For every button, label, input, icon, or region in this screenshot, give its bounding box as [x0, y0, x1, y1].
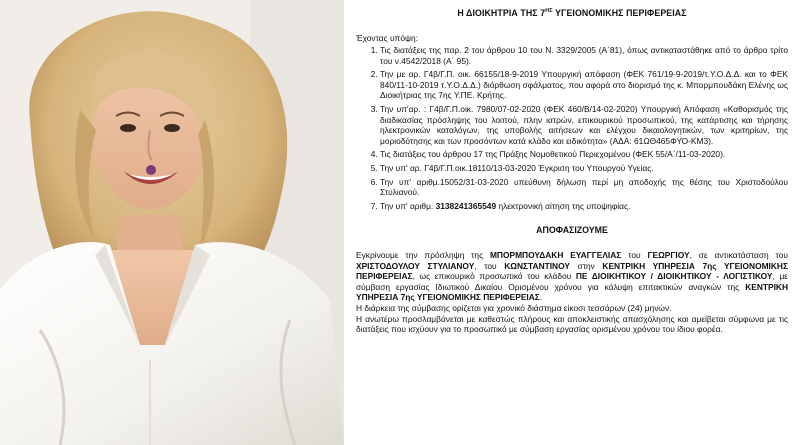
document-title [356, 6, 788, 19]
consideration-item: 3. Την υπ'αρ. : Γ4β/Γ.Π.οικ. 7980/07-02-2020 (ΦΕΚ 460/Β/14-02-2020) Υπουργική Απόφαση «Καθορισμός της διαδικασίας πρόσληψης του λοιπού, πλην ιατρών, επικουρικού προσωπικού, της κατάρτισης και τήρησης ηλεκτρονικών καταλόγων, της υποβολής αιτήσεων και ελέγχου δικαιολογητικών, των κριτηρίων, της μοριοδότησης και των προσόντων κατά κλάδο και ειδικότητα» (ΑΔΑ: 61ΩΘ465ΦΥΟ-ΚΜ3). [380, 104, 788, 146]
title-text: Η ΔΙΟΙΚΗΤΡΙΑ ΤΗΣ 7 [457, 7, 546, 18]
duration-paragraph: Η διάρκεια της σύμβασης ορίζεται για χρονικό διάστημα είκοσι τεσσάρων (24) μηνών. [356, 302, 672, 313]
title-text-end: ΥΓΕΙΟΝΟΜΙΚΗΣ ΠΕΡΙΦΕΡΕΙΑΣ [552, 7, 687, 18]
decision-document [344, 0, 800, 445]
item7-text-end: ηλεκτρονική αίτηση της υποψηφίας. [496, 200, 631, 211]
decision-text: , σε αντικατάσταση του [689, 250, 788, 261]
intro-text: Έχοντας υπόψη: [356, 32, 418, 43]
replaced-father-name: ΚΩΝΣΤΑΝΤΙΝΟΥ [504, 260, 570, 271]
father-name: ΓΕΩΡΓΙΟΥ [647, 250, 690, 261]
consideration-item: 2. Την με αρ. Γ4β/Γ.Π. οικ. 66155/18-9-2019 Υπουργική απόφαση (ΦΕΚ 761/19-9-2019/τ.Υ.Ο.Δ.Δ. και το ΦΕΚ 840/11-10-2019 τ.Υ.Ο.Δ.Δ.) διόρθωση σφάλματος, που αφορά στο διορισμό της κ. Μπορμπουδάκη Ελένης ως Διοικήτριας της 7ης Υ.ΠΕ. Κρήτης. [380, 69, 788, 101]
decision-text: , με σύμβαση εργασίας Ιδιωτικού Δικαίου Ορισμένου χρόνου για κάλυψη επιτακτικών αναγκών της [356, 271, 789, 292]
employee-name: ΜΠΟΡΜΠΟΥΔΑΚΗ ΕΥΑΓΓΕΛΙΑΣ [489, 250, 622, 261]
portrait-illustration [0, 0, 344, 445]
consideration-item: 1. Τις διατάξεις της παρ. 2 του άρθρου 10 του Ν. 3329/2005 (Α΄81), όπως αντικαταστάθηκε από το άρθρο τρίτο του ν.4542/2018 (Α΄ 95). [380, 45, 788, 66]
decision-text: . [539, 292, 543, 303]
decision-paragraph [356, 250, 788, 303]
considerations-list [356, 45, 788, 211]
consideration-item: 5. Την υπ' αρ. Γ4β/Γ.Π.οικ.18110/13-03-2020 Έγκριση του Υπουργού Υγείας. [380, 163, 788, 174]
decision-text: , του [474, 260, 505, 271]
decision-heading: ΑΠΟΦΑΣΙΖΟΥΜΕ [536, 225, 608, 236]
service-name-2: ΚΕΝΤΡΙΚΗ ΥΠΗΡΕΣΙΑ 7ης ΥΓΕΙΟΝΟΜΙΚΗΣ ΠΕΡΙΦΕΡΕΙΑΣ [356, 281, 788, 303]
decision-text: στην [569, 260, 603, 271]
decision-text: του [621, 250, 648, 261]
decision-text: Εγκρίνουμε την πρόσληψη της [356, 250, 490, 261]
consideration-item [380, 201, 788, 212]
consideration-item: 4. Τις διατάξεις του άρθρου 17 της Πράξης Νομοθετικού Περιεχομένου (ΦΕΚ 55/Α΄/11-03-2020). [380, 149, 788, 160]
portrait-photo [0, 0, 344, 445]
service-name: ΚΕΝΤΡΙΚΗ ΥΠΗΡΕΣΙΑ 7ης ΥΓΕΙΟΝΟΜΙΚΗΣ ΠΕΡΙΦΕΡΕΙΑΣ [356, 260, 789, 282]
item7-text: Την υπ' αριθμ. [380, 200, 436, 211]
branch-name: ΠΕ ΔΙΟΙΚΗΤΙΚΟΥ / ΔΙΟΙΚΗΤΙΚΟΥ - ΛΟΓΙΣΤΙΚΟΥ [575, 271, 773, 282]
application-number: 3138241365549 [435, 200, 497, 211]
consideration-item: 6. Την υπ' αριθμ.15052/31-03-2020 υπεύθυνη δήλωση περί μη αποδοχής της θέσης του Χριστοδούλου Στυλιανού. [380, 177, 788, 198]
decision-text: , ως επικουρικό προσωπικό του κλάδου [412, 271, 576, 282]
replaced-name: ΧΡΙΣΤΟΔΟΥΛΟΥ ΣΤΥΛΙΑΝΟΥ [356, 260, 475, 271]
title-superscript: ΗΣ [545, 8, 553, 14]
terms-paragraph: Η ανωτέρω προσλαμβάνεται με καθεστώς πλήρους και αποκλειστικής απασχόλησης και αμείβεται σύμφωνα με τις διατάξεις που ισχύουν για το προσωπικό με σύμβαση εργασίας ορισμένου χρόνου του ίδιου φορέα. [356, 313, 788, 335]
